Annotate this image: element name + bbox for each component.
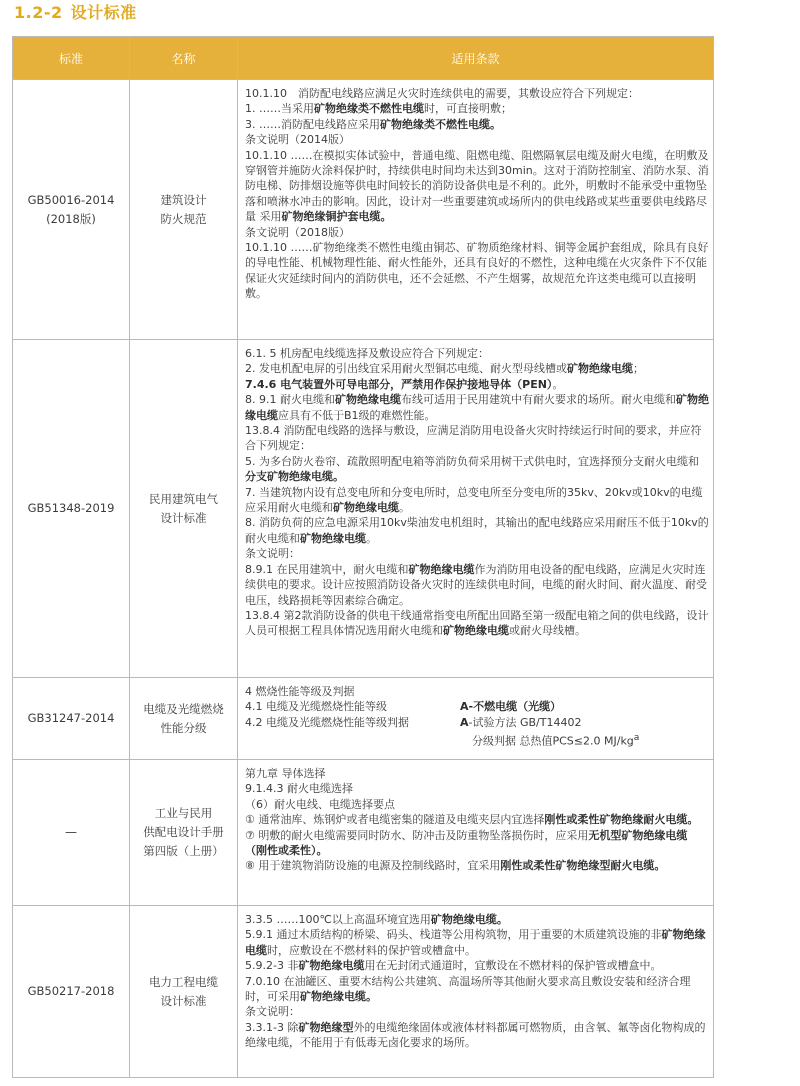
grading-class: A-不燃电缆（光缆）: [460, 700, 562, 714]
clause-line: [245, 132, 709, 147]
standard-name-cell: [130, 340, 238, 678]
clause-text: 5. 为多台防火卷帘、疏散照明配电箱等消防负荷采用树干式供电时，宜选择预分支耐火电缆和: [245, 454, 699, 468]
clause-text: 。: [552, 377, 564, 391]
standard-code-cell: [13, 760, 130, 906]
clause-emphasis: 矿物绝缘电缆: [333, 501, 399, 515]
clause-line: [245, 562, 709, 608]
clause-emphasis: 矿物绝缘电缆: [408, 562, 475, 576]
table-row: [13, 340, 714, 678]
clause-line: [245, 423, 709, 454]
clauses-cell: [238, 340, 714, 678]
standard-name-cell: [130, 678, 238, 760]
clause-text: 条文说明：: [245, 1005, 300, 1019]
grading-row: [245, 730, 709, 749]
clause-line: [245, 361, 709, 376]
clause-line: [245, 117, 709, 132]
clause-line: [245, 927, 709, 958]
clause-line: [245, 515, 709, 546]
clause-text: 时，可直接明敷；: [424, 102, 512, 116]
standard-code-cell: [13, 340, 130, 678]
clause-text: 1. ……当采用: [245, 102, 314, 116]
standard-name: 民用建筑电气: [149, 491, 218, 506]
grading-row: [245, 699, 709, 714]
clause-line: [245, 101, 709, 116]
clause-text: 条文说明（2014版）: [245, 133, 350, 147]
clause-text: 外的电缆绝缘固体或液体材料都属可燃物质，由含氧、氟等卤化物构成的绝缘电缆，不能用于有低毒无卤化要求的场所。: [245, 1020, 706, 1050]
clause-text: 6.1. 5 机房配电线缆选择及敷设应符合下列规定：: [245, 347, 489, 360]
clause-line: [245, 546, 709, 561]
clause-text: 作为消防用电设备的配电线路，应满足火灾时连续供电的要求。设计应按照消防设备火灾时的连续供电时间，电缆的耐火时间、耐火温度、耐受电压，线路损耗等因素综合确定。: [245, 562, 707, 607]
standard-name: 第四版（上册）: [143, 844, 224, 858]
clause-emphasis: 刚性或柔性矿物绝缘型耐火电缆。: [500, 859, 666, 873]
clause-emphasis: 矿物绝缘铜护套电缆。: [281, 210, 392, 224]
clause-line: [245, 974, 709, 1005]
clause-emphasis: 矿物绝缘电缆: [334, 393, 401, 407]
standard-code: GB50217-2018: [27, 984, 115, 998]
grading-row: [245, 715, 709, 730]
clause-text: 用在无封闭式通道时，宜敷设在不燃材料的保护管或槽盒中。: [364, 959, 662, 973]
clause-text: 条文说明（2018版）: [245, 225, 350, 239]
clause-text: 第九章 导体选择: [245, 767, 326, 780]
clause-text: 应具有不低于B1级的难燃性能。: [278, 408, 436, 422]
clause-text: 8. 9.1 耐火电缆和: [245, 393, 335, 407]
clause-emphasis: 矿物绝缘类不燃性电缆: [314, 102, 424, 116]
clause-text: ⑦ 明敷的耐火电缆需要同时防水、防冲击及防重物坠落损伤时，应采用: [245, 828, 589, 842]
clause-text: 或耐火母线槽。: [509, 624, 586, 638]
clause-line: [245, 781, 709, 796]
grading-value: [460, 699, 709, 714]
standard-name: 电力工程电缆: [149, 974, 218, 989]
clause-emphasis: 矿物绝缘电缆: [245, 393, 709, 422]
table-row: [13, 760, 714, 906]
grading-value: [460, 715, 709, 730]
clause-line: [245, 86, 709, 101]
section-heading: 设计标准: [70, 3, 137, 22]
clause-line: [245, 1020, 709, 1051]
standard-name-cell: [130, 80, 238, 340]
grading-item: 4.2 电缆及光缆燃烧性能等级判据: [245, 715, 409, 729]
clause-line: [245, 377, 709, 392]
table-header-row: [13, 37, 714, 80]
section-number: 1.2-2: [14, 3, 63, 22]
standard-name: 供配电设计手册: [143, 825, 224, 839]
clause-text: 时，应敷设在不燃材料的保护管或槽盒中。: [267, 943, 476, 957]
clauses-cell: [238, 678, 714, 760]
clause-emphasis: 矿物绝缘电缆: [567, 362, 633, 376]
clause-line: [245, 1004, 709, 1019]
clause-text: 10.1.10 消防配电线路应满足火灾时连续供电的需要，其敷设应符合下列规定：: [245, 87, 639, 100]
clause-text: 13.8.4 第2款消防设备的供电干线通常指变电所配出回路至第一级配电箱之间的供电线路，设计人员可根据工程具体情况选用耐火电缆和: [245, 608, 709, 638]
clause-line: [245, 912, 709, 927]
standard-name: 建筑设计: [160, 192, 207, 207]
grading-method: -试验方法 GB/T14402: [468, 715, 582, 729]
clause-line: [245, 812, 709, 827]
standard-code: —: [65, 825, 77, 839]
clause-emphasis: 矿物绝缘电缆: [245, 928, 706, 957]
table-row: [13, 678, 714, 760]
clause-line: [245, 766, 709, 781]
clause-emphasis: 矿物绝缘电缆: [443, 624, 509, 638]
standard-code-cell: [13, 678, 130, 760]
standard-name: 工业与民用: [154, 806, 213, 820]
clause-text: 3.3.5 ……100℃以上高温环境宜选用: [245, 913, 431, 926]
clause-text: 。: [366, 531, 377, 545]
clause-text: 8.9.1 在民用建筑中，耐火电缆和: [245, 562, 409, 576]
clause-text: ；: [633, 362, 644, 376]
clause-line: [245, 858, 709, 873]
clause-emphasis: 刚性或柔性矿物绝缘耐火电缆。: [544, 813, 699, 827]
clause-emphasis: 矿物绝缘电缆: [300, 531, 366, 545]
clause-line: [245, 454, 709, 485]
table-row: [13, 906, 714, 1078]
clause-line: [245, 346, 709, 361]
standard-code: GB31247-2014: [27, 711, 115, 725]
standard-name: 设计标准: [160, 993, 207, 1008]
clause-line: [245, 485, 709, 516]
header-clauses: 适用条款: [238, 37, 714, 80]
clause-line: [245, 958, 709, 973]
clause-line: [245, 828, 709, 859]
clause-text: 。: [399, 501, 410, 515]
clause-emphasis: 矿物绝缘型: [298, 1020, 354, 1034]
grading-spacer: [245, 730, 460, 749]
clause-emphasis: 分支矿物绝缘电缆。: [245, 470, 344, 484]
clause-emphasis: 矿物绝缘类不燃性电缆。: [380, 117, 501, 131]
clause-text: 3.3.1-3 除: [245, 1020, 299, 1034]
clause-text: 5.9.1 通过木质结构的桥梁、码头、栈道等公用构筑物，用于重要的木质建筑设施的非: [245, 928, 662, 942]
grading-item: 4.1 电缆及光缆燃烧性能等级: [245, 700, 387, 714]
standard-name: 性能分级: [160, 720, 207, 735]
clause-text: 条文说明：: [245, 547, 300, 561]
table-row: [13, 80, 714, 340]
standard-code: GB51348-2019: [27, 501, 115, 515]
standard-name-cell: [130, 906, 238, 1078]
clause-text: ⑧ 用于建筑物消防设施的电源及控制线路时，宜采用: [245, 859, 501, 873]
clause-text: 10.1.10 ……在模拟实体试验中，普通电缆、阻燃电缆、阻燃隔氧层电缆及耐火电缆，在明敷及穿钢管并施防火涂料保护时，持续供电时间均未达到30min。这对于消防控制室、消防水泵、消防电梯、防排烟设施等供电时间较长的消防设备供电是不利的。此外，明敷时不能承受中重物坠落和喷淋水冲击的影响。因此，设计对一些重要建筑或场所内的供电线路或某些重要供电线路尽量 采用: [245, 148, 709, 224]
clause-text: 7. 当建筑物内设有总变电所和分变电所时，总变电所至分变电所的35kv、20kv或10kv的电缆应采用耐火电缆和: [245, 485, 703, 515]
clauses-cell: [238, 760, 714, 906]
standards-table: [12, 36, 714, 1078]
grading-value: [460, 730, 709, 749]
clause-line: [245, 148, 709, 225]
grading-heading: 4 燃烧性能等级及判据: [245, 685, 355, 698]
grading-criteria: 分级判据 总热值PCS≤2.0 MJ/kg: [472, 734, 634, 748]
clause-text: ① 通常油库、炼钢炉或者电缆密集的隧道及电缆夹层内宜选择: [245, 813, 545, 827]
clause-text: 8. 消防负荷的应急电源采用10kv柴油发电机组时，其输出的配电线路应采用耐压不低于10kv的耐火电缆和: [245, 516, 709, 545]
standard-name: 设计标准: [160, 510, 207, 525]
section-title: [14, 0, 137, 22]
standard-name: 防火规范: [160, 211, 207, 226]
clause-text: 布线可适用于民用建筑中有耐火要求的场所。耐火电缆和: [400, 393, 676, 407]
header-name: 名称: [130, 37, 238, 80]
clause-emphasis: 矿物绝缘电缆: [298, 959, 365, 973]
clause-emphasis: 矿物绝缘电缆。: [430, 913, 508, 926]
clause-text: 7.0.10 在油罐区、重要木结构公共建筑、高温场所等其他耐火要求高且敷设安装和经济合理时，可采用: [245, 974, 691, 1004]
clause-line: [245, 797, 709, 812]
standard-code: GB50016-2014: [27, 192, 115, 207]
clauses-cell: [238, 80, 714, 340]
clause-line: [245, 225, 709, 240]
clauses-cell: [238, 906, 714, 1078]
clause-text: 3. ……消防配电线路应采用: [245, 117, 380, 131]
standard-code-cell: [13, 80, 130, 340]
clause-line: [245, 608, 709, 639]
clause-emphasis: 无机型矿物绝缘电缆（刚性或柔性）。: [245, 828, 688, 858]
clause-text: 2. 发电机配电屏的引出线宜采用耐火型铜芯电缆、耐火型母线槽或: [245, 362, 567, 376]
clause-text: 9.1.4.3 耐火电缆选择: [245, 782, 353, 796]
clause-line: [245, 240, 709, 302]
table-body: [13, 80, 714, 1078]
clause-text: （6）耐火电线、电缆选择要点: [245, 797, 395, 811]
clause-emphasis: 7.4.6 电气装置外可导电部分，严禁用作保护接地导体（PEN）: [245, 377, 553, 391]
clause-text: 5.9.2-3 非: [245, 959, 299, 973]
standard-code: (2018版): [46, 211, 96, 226]
grading-footnote-mark: a: [633, 732, 640, 744]
grading-class: A: [460, 715, 469, 729]
standard-name-cell: [130, 760, 238, 906]
standard-code-cell: [13, 906, 130, 1078]
clause-line: [245, 392, 709, 423]
clause-text: 10.1.10 ……矿物绝缘类不燃性电缆由铜芯、矿物质绝缘材料、铜等金属护套组成，除具有良好的导电性能、机械物理性能、耐火性能外，还具有良好的不燃性，这种电缆在火灾条件下不仅能保证火灾延续时间内的消防供电，还不会延燃、不产生烟雾，故规范允许这类电缆可以直接明敷。: [245, 241, 709, 301]
clause-text: 13.8.4 消防配电线路的选择与敷设，应满足消防用电设备火灾时持续运行时间的要求，并应符合下列规定：: [245, 424, 702, 453]
standard-name: 电缆及光缆燃烧: [143, 701, 224, 716]
clause-emphasis: 矿物绝缘电缆。: [300, 990, 377, 1004]
header-standard: 标准: [13, 37, 130, 80]
